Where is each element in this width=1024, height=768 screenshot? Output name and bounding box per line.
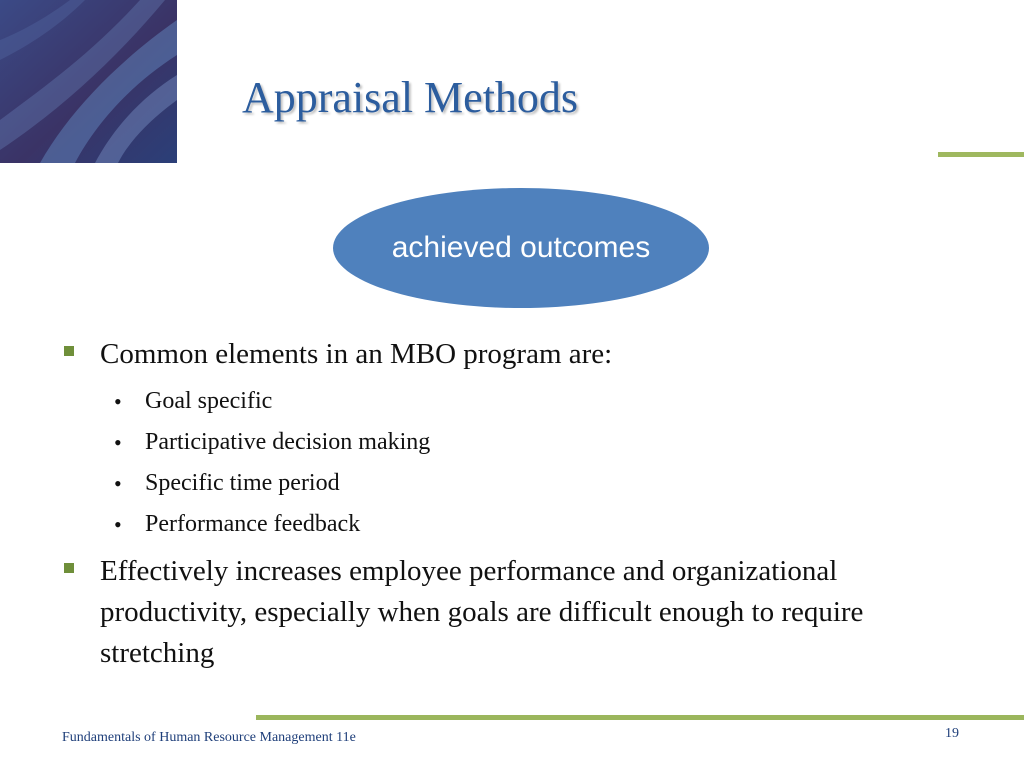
slide-title: Appraisal Methods [242,73,579,122]
page-number: 19 [945,726,959,741]
sub-bullet-item [62,463,982,504]
footer-divider [256,715,1024,720]
achieved-outcomes-oval [333,188,709,308]
footer-text: Fundamentals of Human Resource Management 11e [62,730,356,745]
sub-bullet-item [62,504,982,545]
bullet-item [62,334,982,375]
bullet-text: Common elements in an MBO program are: [100,338,613,370]
dot-bullet-icon: • [114,430,122,455]
decorative-corner-graphic [0,0,177,163]
oval-label: achieved outcomes [391,231,651,264]
bullet-text: Effectively increases employee performance and organizational productivity, especially when goals are difficult enough to require stretching [100,555,864,669]
sub-bullet-text: Participative decision making [145,429,431,455]
square-bullet-icon [64,346,74,356]
dot-bullet-icon: • [114,512,122,537]
sub-bullet-text: Goal specific [145,388,273,414]
sub-bullet-item [62,422,982,463]
bullet-item [62,551,982,674]
sub-bullet-item [62,381,982,422]
dot-bullet-icon: • [114,389,122,414]
title-divider [938,152,1024,157]
square-bullet-icon [64,563,74,573]
bullet-list [62,334,982,680]
sub-bullet-text: Specific time period [145,470,340,496]
dot-bullet-icon: • [114,471,122,496]
sub-bullet-text: Performance feedback [145,511,361,537]
